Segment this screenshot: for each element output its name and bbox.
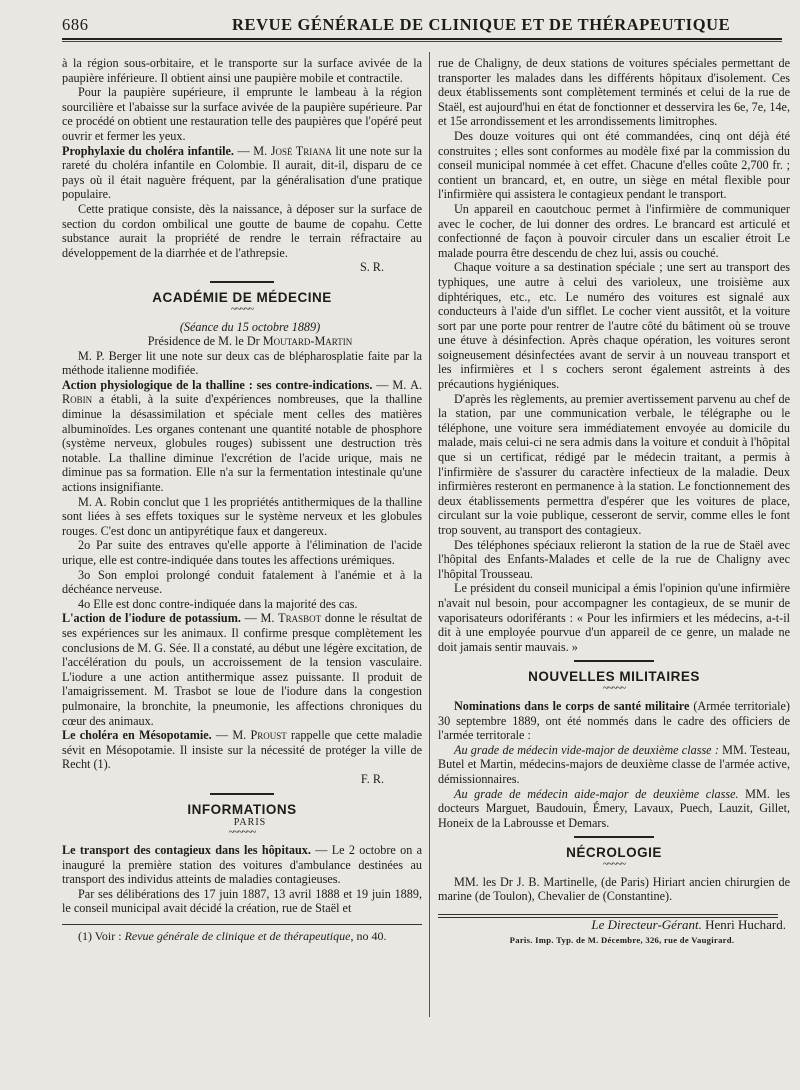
cholera-paragraph-2: Cette pratique consiste, dès la naissance, à déposer sur la surface de section du cordon ombilical une goutte de baume de copahu. Cette substance aurait la propriété de rendre le terrain réfractaire au développement de la diarrhée et de l'athrepsie. bbox=[62, 201, 422, 260]
militaires-heading: NOUVELLES MILITAIRES bbox=[528, 669, 700, 685]
section-rule bbox=[210, 793, 274, 795]
transport-paragraph-2: Par ses délibérations des 17 juin 1887, 13 avril 1888 et 19 juin 1889, le conseil municipal avait décidé la création, rue de Staël et bbox=[62, 886, 422, 916]
seance-date: (Séance du 15 octobre 1889) bbox=[179, 319, 321, 334]
aide-major-grade: Au grade de médecin aide-major de deuxième classe. bbox=[454, 786, 739, 801]
page-header bbox=[62, 14, 782, 34]
informations-subtitle: PARIS bbox=[233, 817, 267, 829]
cholera-signature: S. R. bbox=[359, 260, 384, 275]
informations-heading: INFORMATIONS bbox=[187, 801, 297, 817]
thalline-text: a établi, à la suite d'expériences nombreuses, que la thalline diminue la désassimilation et spéciale ment celles des matières albuminoïdes. Les organes contenant une quantité notable de phosphore (système nerveux, globules rouges) subissent une destruction très notable. La thalline diminue l'excrétion de l'acide urique, mais ne diminue pas sa formation. Elle n'a sur la fermentation intestinale qu'une actions insignifiante. bbox=[62, 392, 422, 495]
necrologie-heading: NÉCROLOGIE bbox=[566, 845, 662, 861]
directeur-line bbox=[438, 918, 790, 933]
necrologie-paragraph: MM. les Dr J. B. Martinelle, (de Paris) Hiriart ancien chirurgien de marine (de Toulon), Chevalier de (Constantine). bbox=[438, 874, 790, 904]
iodure-paragraph: L'action de l'iodure de potassium. — M. Trasbot donne le résultat de ses expériences sur les animaux. Il confirme presque complètement les conclusions de M. G. Sée. Il a constaté, au début une légère excitation, de l'accélération du pouls, un accroissement de la tension vasculaire. L'iodure a une action antithermique assez puissante. Il produit de l'amaigrissement. M. Trasbot se loue de l'iodure dans la congestion pulmonaire, la bronchite, la pneumonie, les affections chroniques du cœur des animaux. bbox=[62, 611, 422, 728]
footnote-rule bbox=[62, 924, 422, 925]
right-column bbox=[438, 56, 790, 947]
header-rule bbox=[62, 38, 782, 40]
cholera-title: Prophylaxie du choléra infantile. bbox=[62, 143, 234, 158]
section-rule bbox=[574, 836, 654, 838]
right-paragraph-3: Un appareil en caoutchouc permet à l'infirmière de communiquer avec le cocher, de lui donner des ordres. Le brancard est articulé et confectionné de façon à pouvoir circuler dans un escalier étroit Le malade pourra être descendu de chez lui, assis ou couché. bbox=[438, 201, 790, 260]
footnote-prefix: (1) Voir : bbox=[78, 929, 125, 944]
berger-paragraph: M. P. Berger lit une note sur deux cas de blépharosplatie faite par la méthode italienne modifiée. bbox=[62, 348, 422, 378]
robin-paragraph-3: 2o Par suite des entraves qu'elle apporte à l'élimination de l'acide urique, elle est contre-indiquée dans toutes les affections urémiques. bbox=[62, 538, 422, 567]
nominations-paragraph bbox=[438, 699, 790, 743]
right-paragraph-1: rue de Chaligny, de deux stations de voitures spéciales permettant de transporter les malades dans les différents hôpitaux d'isolement. Ces deux établissements sont complètement terminés et celui de la rue de Staël, est aujourd'hui en état de fonctionner et desservira les 6e, 7e, 14e, et 15e arrondissement et les arrondissements limitrophes. bbox=[438, 56, 790, 129]
militaires-ornament: ~~~~~ bbox=[602, 682, 626, 694]
vide-major-paragraph bbox=[438, 743, 790, 787]
page-number: 686 bbox=[62, 15, 89, 34]
right-paragraph-6: Des téléphones spéciaux relieront la station de la rue de Staël avec l'hôpital des Enfants-Malades et celle de la rue de Chaligny avec l'hôpital Trousseau. bbox=[438, 537, 790, 581]
thalline-author: A. Robin bbox=[62, 377, 422, 407]
section-rule bbox=[210, 281, 274, 283]
thalline-paragraph: Action physiologique de la thalline : ses contre-indications. — M. A. Robin a établi, à la suite d'expériences nombreuses, que la thalline diminue la désassimilation et spéciale ment celles des matières albuminoïdes. Les organes contenant une quantité notable de phosphore (système nerveux, globules rouges) subissent une destruction très notable. La thalline diminue l'excrétion de l'acide urique, mais ne diminue pas sa formation. Elle n'a sur la fermentation intestinale qu'une actions insignifiante. bbox=[62, 377, 422, 495]
academie-heading: ACADÉMIE DE MÉDECINE bbox=[152, 289, 332, 305]
transport-paragraph bbox=[62, 843, 422, 887]
aide-major-text: MM. les docteurs Marguet, Baudouin, Émery, Lavaux, Puech, Lauzit, Gillet, Honeix de la Labrousse et Demars. bbox=[438, 786, 790, 830]
informations-ornament: ~~~~~~ bbox=[228, 827, 256, 839]
aide-major-paragraph bbox=[438, 787, 790, 831]
directeur-label: Le Directeur-Gérant. bbox=[591, 917, 702, 933]
vide-major-text: MM. Testeau, Butel et Martin, médecins-majors de deuxième classe de l'armée active, démissionnaires. bbox=[438, 742, 790, 786]
journal-title: REVUE GÉNÉRALE DE CLINIQUE ET DE THÉRAPEUTIQUE bbox=[232, 15, 731, 34]
right-paragraph-4: Chaque voiture a sa destination spéciale ; une sert au transport des typhiques, une autre à celui des varioleux, une troisième aux diphtériques, etc., etc. Le numéro des voitures est signalé aux conducteurs à l'aide d'un sifflet. Le cocher vient aussitôt, et la voiture sort par une porte pour rentrer de l'autre côté du bâtiment où se trouve une étuve à désinfection. Après chaque opération, les voitures seront soigneusement désinfectées avant de servir à un nouveau transport et les infirmières et l s cochers seront également astreints à des précautions hygiéniques. bbox=[438, 260, 790, 392]
academie-signature: F. R. bbox=[360, 771, 384, 786]
necrologie-ornament: ~~~~~ bbox=[602, 858, 626, 870]
left-column bbox=[62, 56, 422, 944]
nominations-text: (Armée territoriale) 30 septembre 1889, ont été nommés dans le cadre des officiers de l'armée territorale : bbox=[438, 698, 790, 743]
iodure-author: Trasbot bbox=[278, 611, 322, 626]
right-paragraph-5: D'après les règlements, au premier avertissement parvenu au chef de la station, par une communication verbale, le télégraphe ou le téléphone, une voiture sera immédiatement envoyée au domicile du malade, mais celui-ci ne sera admis dans la voiture et conduit à l'hôpital que si un certificat, rédigé par le médecin traitant, a permis à l'infirmière de s'assurer du caractère infectieux de la maladie. Deux infirmières resteront en permanence à la station. Le fonctionnement des deux établissements permettra d'espérer que les voitures de place, circulant sur la voie publique, cesseront de servir, comme elles le font trop souvent, au transport des contagieux. bbox=[438, 391, 790, 537]
thalline-title: Action physiologique de la thalline : ses contre-indications. bbox=[62, 377, 373, 392]
presidence-line bbox=[62, 334, 422, 349]
footnote-title: Revue générale de clinique et de thérapeutique bbox=[124, 929, 351, 944]
directeur-name: Henri Huchard. bbox=[705, 917, 786, 933]
robin-paragraph-5: 4o Elle est donc contre-indiquée dans la majorité des cas. bbox=[78, 596, 358, 611]
president-name: Moutard-Martin bbox=[262, 334, 353, 349]
iodure-title: L'action de l'iodure de potassium. bbox=[62, 611, 241, 626]
academie-ornament: ~~~~~ bbox=[230, 303, 254, 315]
mesopotamie-author: Proust bbox=[250, 728, 287, 743]
footnote bbox=[62, 929, 422, 944]
vide-major-grade: Au grade de médecin vide-major de deuxième classe : bbox=[454, 742, 719, 757]
footnote-suffix: , no 40. bbox=[350, 929, 387, 944]
intro-paragraph-1: à la région sous-orbitaire, et le transporte sur la surface avivée de la paupière inférieure. Il obtient ainsi une paupière mobile et contractile. bbox=[62, 56, 422, 85]
cholera-dash: — M. bbox=[233, 143, 271, 158]
mesopotamie-paragraph: Le choléra en Mésopotamie. — M. Proust rappelle que cette maladie sévit en Mésopotamie. Il insiste sur la nécessité de protéger la ville de Recht (1). bbox=[62, 728, 423, 772]
right-paragraph-2: Des douze voitures qui ont été commandées, cinq ont déjà été construites ; elles sont conformes au modèle fixé par la commission du conseil municipal nommée à cet effet. Chacune d'elles coûte 2,700 fr. ; contient un brancard, et, en outre, un siège en métal flexible pour l'infirmière qui assistera le contagieux pendant le transport. bbox=[438, 128, 790, 202]
intro-paragraph-2: Pour la paupière supérieure, il emprunte le lambeau à la région sourcilière et l'abaisse sur la surface avivée de la paupière supérieure. Par ce procédé on obtient une restauration telle des paupières que l'opéré peut ouvrir et fermer les yeux. bbox=[62, 85, 422, 143]
mesopotamie-text: rappelle que cette maladie sévit en Mésopotamie. Il insiste sur la nécessité de protéger la ville de Recht (1). bbox=[62, 728, 423, 772]
robin-paragraph-4: 3o Son emploi prolongé conduit fatalement à l'anémie et à la déchéance nerveuse. bbox=[62, 567, 422, 597]
transport-title: Le transport des contagieux dans les hôpitaux. bbox=[62, 843, 311, 858]
column-divider bbox=[429, 52, 430, 1017]
section-rule bbox=[574, 660, 654, 662]
robin-paragraph-2: M. A. Robin conclut que 1 les propriétés antithermiques de la thalline sont liées à ses effets toxiques sur le système nerveux et les globules rouges. C'est donc un antipyrétique faux et dangereux. bbox=[62, 494, 422, 538]
presidence-prefix: Présidence de M. le Dr bbox=[147, 334, 263, 349]
cholera-author: José Triana bbox=[270, 143, 332, 158]
mesopotamie-title: Le choléra en Mésopotamie. bbox=[62, 728, 212, 743]
cholera-text: lit une note sur la rareté du choléra infantile en Colombie. Il aurait, dit-il, disparu de ce pays où il était naguère fréquent, par la généralisation d'une pratique populaire. bbox=[62, 143, 422, 202]
iodure-text: donne le résultat de ses expériences sur les animaux. Il confirme presque complètement les conclusions de M. G. Sée. Il a constaté, au début une légère excitation, de l'accélération du pouls, un accroissement de la tension vasculaire. L'iodure a une action antithermique assez puissante. Il produit de l'amaigrissement. M. Trasbot se loue de l'iodure dans la congestion pulmonaire, la bronchite, la pneumonie, les affections chroniques du cœur des animaux. bbox=[62, 611, 422, 728]
transport-text: — Le 2 octobre on a inauguré la première station des voitures d'ambulance destinées au transport des individus atteints de maladies contagieuses. bbox=[62, 843, 422, 887]
cholera-paragraph bbox=[62, 144, 422, 202]
nominations-title: Nominations dans le corps de santé militaire bbox=[454, 698, 690, 713]
right-paragraph-7: Le président du conseil municipal a émis l'opinion qu'une infirmière n'avait nul besoin, pour accompagner les contagieux, de se munir de vaporisateurs odoriférants : « Pour les infirmiers et les médecins, a-t-il dit à une employée pourvue d'un appareil de ce genre, un malade ne doit jamais sentir mauvais. » bbox=[438, 581, 790, 654]
printer-line: Paris. Imp. Typ. de M. Décembre, 326, rue de Vaugirard. bbox=[509, 934, 735, 945]
header-rule-thin bbox=[62, 41, 782, 42]
